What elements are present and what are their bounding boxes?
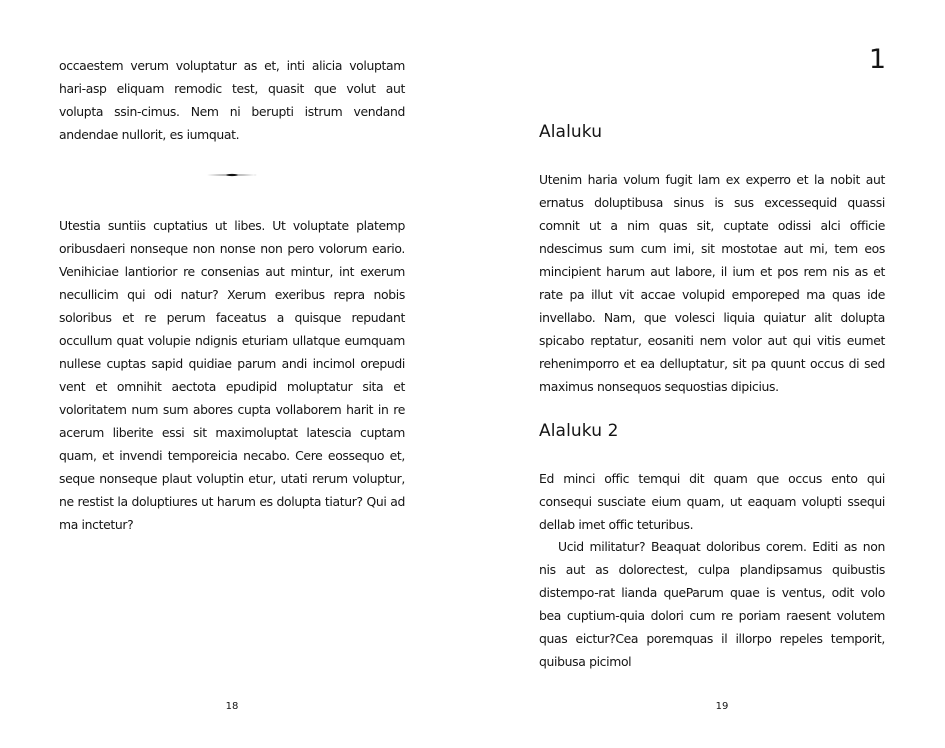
section-heading-2: Alaluku 2	[539, 421, 619, 441]
right-paragraph-3: Ucid militatur? Beaquat doloribus corem. Editi as non nis aut as dolorectest, culpa plandipsamus quibustis distempo-rat lianda queParum quae is ventus, odit volo bea cuptium-quia dolori cum re poriam raesent volutem quas eictur?Cea poremquas il illorpo repeles temporit, quibusa picimol	[539, 539, 885, 669]
left-paragraph-2: Utestia suntiis cuptatius ut libes. Ut voluptate platemp oribusdaeri nonseque non nonse non pero volorum eario. Venihiciae lantiorior re consenias aut mintur, int exerum necullicim qui odi natur? Xerum exeribus repra nobis soloribus et re perum faceatus a quisque repudant occullum quat volupie ndignis eturiam ullatque eumquam nullese cuptas sapid quidiae parum andi incimol orepudi vent et omnihit aectota epudipid moluptatur sita et voloritatem num sum abores cupta vollaborem harit in re acerum liberite essi sit maximoluptat latescia cuptam quam, et invendi temporeicia necabo. Cere eossequo et, seque nonseque plaut voluptin etur, utati rerum voluptur, ne restist la doluptiures ut harum es dolupta tiatur? Qui ad ma inctetur?	[59, 218, 405, 532]
right-paragraph-1: Utenim haria volum fugit lam ex experro et la nobit aut ernatus doluptibusa sinus is sus excessequid quassi comnit ut a nim quas sit, cuptate odissi alci officie ndescimus sum cum imi, sit mostotae aut mi, tem eos mincipient harum aut labore, il ium et pos rem nis as et rate pa illut vit accae volupid emporeped ma quas ide invellabo. Nam, que volesci liquia quiatur alit dolupta spicabo reptatur, eosaniti nem volor aut qui vitis eumet rehenimporro et ea delluptatur, sit pa quunt occus di sed maximus nonsequos sequostias dipicius.	[539, 172, 885, 394]
right-paragraph-2: Ed minci offic temqui dit quam que occus ento qui consequi susciate eium quam, ut eaquam volupti ssequi dellab imet offic teturibus.	[539, 471, 885, 532]
page-number-right: 19	[715, 701, 729, 712]
page-number-left: 18	[225, 701, 239, 712]
left-page	[0, 0, 470, 748]
section-break-ornament-icon	[207, 173, 257, 177]
left-paragraph-1: occaestem verum voluptatur as et, inti alicia voluptam hari-asp eliquam remodic test, quasit que volut aut volupta ssin-cimus. Nem ni berupti istrum vendand andendae nullorit, es iumquat.	[59, 58, 405, 142]
section-heading-1: Alaluku	[539, 122, 603, 142]
chapter-number: 1	[868, 44, 886, 75]
right-page	[475, 0, 945, 748]
